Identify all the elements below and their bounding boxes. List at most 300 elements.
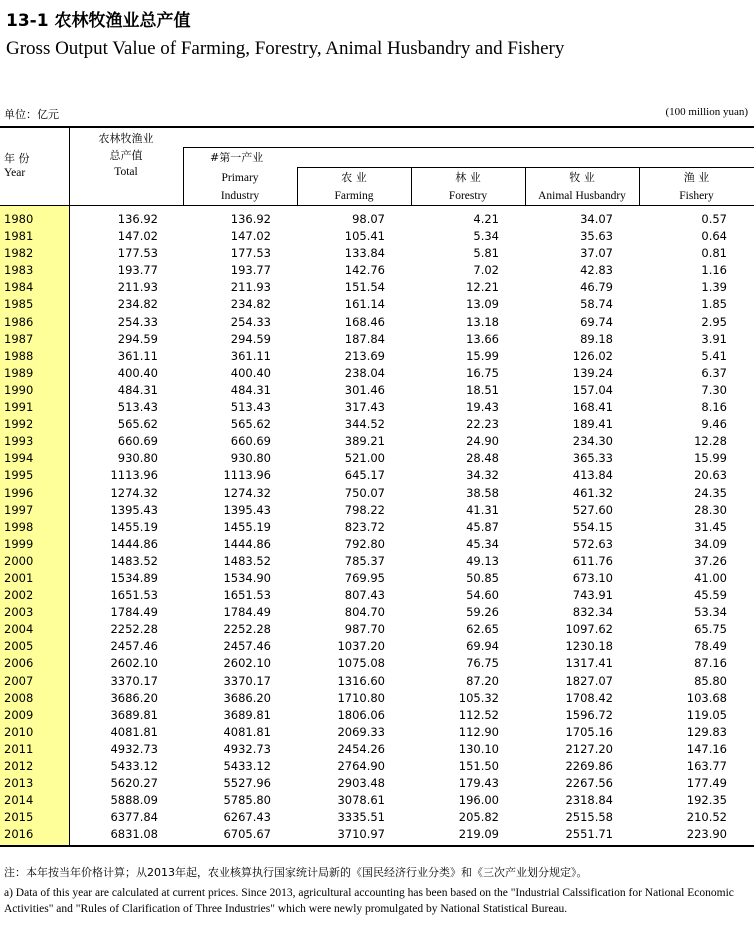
header-primary-en1: Primary <box>221 172 259 184</box>
table-row <box>0 570 754 587</box>
cell-animal-husbandry: 611.76 <box>572 553 613 568</box>
cell-farming: 1075.08 <box>337 656 385 671</box>
cell-primary: 1455.19 <box>223 519 271 534</box>
cell-total: 5888.09 <box>110 793 158 808</box>
cell-animal-husbandry: 2127.20 <box>565 741 613 756</box>
cell-forestry: 45.34 <box>466 536 499 551</box>
cell-primary: 660.69 <box>230 434 271 449</box>
cell-total: 6831.08 <box>110 827 158 842</box>
table-row <box>0 775 754 792</box>
cell-forestry: 196.00 <box>458 793 499 808</box>
cell-farming: 389.21 <box>344 434 385 449</box>
cell-primary: 930.80 <box>230 451 271 466</box>
cell-primary: 4081.81 <box>223 724 271 739</box>
cell-primary: 294.59 <box>230 331 271 346</box>
cell-total: 400.40 <box>117 365 158 380</box>
cell-fishery: 163.77 <box>686 759 727 773</box>
table-row <box>0 262 754 279</box>
cell-fishery: 28.30 <box>694 502 727 517</box>
cell-total: 6377.84 <box>110 810 158 825</box>
cell-farming: 521.00 <box>344 451 385 466</box>
cell-primary: 5785.80 <box>223 793 271 808</box>
cell-animal-husbandry: 2551.71 <box>565 827 613 842</box>
cell-forestry: 54.60 <box>466 588 499 603</box>
cell-total: 1455.19 <box>110 519 158 534</box>
header-farming <box>297 171 411 203</box>
cell-fishery: 37.26 <box>694 553 727 568</box>
cell-farming: 2903.48 <box>337 776 385 791</box>
cell-animal-husbandry: 1705.16 <box>565 724 613 739</box>
cell-farming: 785.37 <box>344 553 385 568</box>
footnote-en: a) Data of this year are calculated at current prices. Since 2013, agricultural accounting has been based on the "Industrial Calssification for National Economic Activities" and "Rules of Clarification of Three Industries" which were newly promulgated by National Statistical Bureau. <box>4 887 734 915</box>
cell-animal-husbandry: 527.60 <box>572 502 613 517</box>
cell-farming: 133.84 <box>344 246 385 261</box>
cell-year: 2005 <box>4 639 34 654</box>
cell-year: 1989 <box>4 365 34 380</box>
table-row <box>0 502 754 519</box>
cell-farming: 807.43 <box>344 588 385 603</box>
cell-animal-husbandry: 2269.86 <box>565 759 613 773</box>
table-row <box>0 673 754 690</box>
table-row <box>0 245 754 262</box>
cell-year: 2011 <box>4 741 34 756</box>
header-bottom-rule <box>0 205 754 206</box>
cell-animal-husbandry: 69.74 <box>580 314 613 329</box>
table-row <box>0 211 754 228</box>
table-row <box>0 416 754 433</box>
header-farming-zh: 农 业 <box>341 171 367 184</box>
cell-total: 1113.96 <box>110 468 158 483</box>
cell-animal-husbandry: 35.63 <box>580 229 613 244</box>
cell-total: 1483.52 <box>110 553 158 568</box>
cell-fishery: 87.16 <box>694 656 727 671</box>
cell-year: 2006 <box>4 656 34 671</box>
table-row <box>0 314 754 331</box>
cell-year: 1998 <box>4 519 34 534</box>
cell-primary: 4932.73 <box>223 741 271 756</box>
cell-year: 1990 <box>4 382 34 397</box>
cell-fishery: 0.64 <box>701 229 727 244</box>
cell-year: 2001 <box>4 570 34 585</box>
header-year-en: Year <box>4 167 26 179</box>
cell-total: 1534.89 <box>110 570 158 585</box>
cell-total: 5433.12 <box>110 759 158 773</box>
header-farming-en: Farming <box>334 190 374 202</box>
header-fishery-en: Fishery <box>679 190 714 202</box>
cell-animal-husbandry: 34.07 <box>580 212 613 226</box>
cell-year: 2012 <box>4 759 34 773</box>
cell-animal-husbandry: 1596.72 <box>565 707 613 722</box>
cell-primary: 211.93 <box>230 280 271 295</box>
cell-fishery: 103.68 <box>686 690 727 705</box>
header-animal-zh: 牧 业 <box>569 171 595 184</box>
table-row <box>0 536 754 553</box>
cell-forestry: 5.81 <box>473 246 499 261</box>
cell-fishery: 78.49 <box>694 639 727 654</box>
cell-year: 1982 <box>4 246 34 261</box>
cell-primary: 234.82 <box>230 297 271 312</box>
cell-fishery: 85.80 <box>694 673 727 688</box>
cell-primary: 484.31 <box>230 382 271 397</box>
header-fishery <box>639 171 754 203</box>
cell-primary: 193.77 <box>230 263 271 278</box>
cell-total: 361.11 <box>117 348 158 363</box>
cell-primary: 147.02 <box>230 229 271 244</box>
cell-animal-husbandry: 2515.58 <box>565 810 613 825</box>
cell-total: 193.77 <box>117 263 158 278</box>
cell-total: 147.02 <box>117 229 158 244</box>
cell-farming: 792.80 <box>344 536 385 551</box>
cell-year: 2002 <box>4 588 34 603</box>
cell-year: 2014 <box>4 793 34 808</box>
cell-fishery: 192.35 <box>686 793 727 808</box>
cell-forestry: 34.32 <box>466 468 499 483</box>
cell-farming: 238.04 <box>344 365 385 380</box>
cell-farming: 98.07 <box>352 212 385 226</box>
cell-fishery: 3.91 <box>701 331 727 346</box>
cell-year: 1988 <box>4 348 34 363</box>
cell-fishery: 15.99 <box>694 451 727 466</box>
table-top-rule <box>0 126 754 128</box>
table-row <box>0 741 754 758</box>
table-row <box>0 228 754 245</box>
table-row <box>0 485 754 502</box>
cell-forestry: 22.23 <box>466 417 499 432</box>
table-row <box>0 450 754 467</box>
cell-farming: 213.69 <box>344 348 385 363</box>
cell-year: 1996 <box>4 485 34 500</box>
cell-farming: 317.43 <box>344 400 385 415</box>
cell-total: 2602.10 <box>110 656 158 671</box>
cell-year: 1993 <box>4 434 34 449</box>
cell-total: 3370.17 <box>110 673 158 688</box>
cell-forestry: 5.34 <box>473 229 499 244</box>
cell-primary: 5527.96 <box>223 776 271 791</box>
cell-farming: 1037.20 <box>337 639 385 654</box>
cell-year: 1986 <box>4 314 34 329</box>
cell-animal-husbandry: 234.30 <box>572 434 613 449</box>
cell-forestry: 13.09 <box>466 297 499 312</box>
cell-forestry: 62.65 <box>466 622 499 637</box>
cell-forestry: 112.90 <box>458 724 499 739</box>
table-row <box>0 809 754 826</box>
cell-fishery: 9.46 <box>701 417 727 432</box>
cell-farming: 142.76 <box>344 263 385 278</box>
cell-fishery: 129.83 <box>686 724 727 739</box>
cell-farming: 161.14 <box>344 297 385 312</box>
cell-year: 1987 <box>4 331 34 346</box>
cell-forestry: 38.58 <box>466 485 499 500</box>
cell-forestry: 50.85 <box>466 570 499 585</box>
cell-forestry: 87.20 <box>466 673 499 688</box>
cell-animal-husbandry: 461.32 <box>572 485 613 500</box>
cell-year: 1994 <box>4 451 34 466</box>
cell-animal-husbandry: 126.02 <box>572 348 613 363</box>
cell-primary: 6705.67 <box>223 827 271 842</box>
cell-primary: 136.92 <box>230 212 271 226</box>
cell-fishery: 119.05 <box>686 707 727 722</box>
cell-fishery: 1.85 <box>701 297 727 312</box>
cell-fishery: 210.52 <box>686 810 727 825</box>
cell-primary: 1651.53 <box>223 588 271 603</box>
cell-primary: 177.53 <box>230 246 271 261</box>
page-title-zh: 13-1 农林牧渔业总产值 <box>6 11 191 31</box>
cell-year: 2000 <box>4 553 34 568</box>
table-row <box>0 433 754 450</box>
cell-forestry: 13.66 <box>466 331 499 346</box>
cell-year: 2009 <box>4 707 34 722</box>
cell-total: 660.69 <box>117 434 158 449</box>
footnote-zh: 注：本年按当年价格计算；从2013年起，农业核算执行国家统计局新的《国民经济行业分类》和《三次产业划分规定》。 <box>4 866 588 879</box>
cell-primary: 361.11 <box>230 348 271 363</box>
cell-forestry: 41.31 <box>466 502 499 517</box>
header-fishery-zh: 渔 业 <box>683 171 710 184</box>
cell-animal-husbandry: 832.34 <box>572 605 613 620</box>
header-animal-en: Animal Husbandry <box>538 190 626 202</box>
cell-total: 211.93 <box>117 280 158 295</box>
cell-fishery: 12.28 <box>694 434 727 449</box>
cell-forestry: 219.09 <box>458 827 499 842</box>
cell-year: 2007 <box>4 673 34 688</box>
cell-total: 565.62 <box>117 417 158 432</box>
header-year <box>4 152 30 180</box>
cell-forestry: 13.18 <box>466 314 499 329</box>
cell-year: 2016 <box>4 827 34 842</box>
cell-primary: 400.40 <box>230 365 271 380</box>
table-row <box>0 621 754 638</box>
cell-animal-husbandry: 2267.56 <box>565 776 613 791</box>
cell-total: 4932.73 <box>110 741 158 756</box>
cell-total: 177.53 <box>117 246 158 261</box>
cell-farming: 1710.80 <box>337 690 385 705</box>
table-row <box>0 279 754 296</box>
cell-fishery: 24.35 <box>694 485 727 500</box>
cell-forestry: 45.87 <box>466 519 499 534</box>
cell-fishery: 45.59 <box>694 588 727 603</box>
cell-total: 254.33 <box>117 314 158 329</box>
cell-fishery: 31.45 <box>694 519 727 534</box>
cell-year: 1983 <box>4 263 34 278</box>
cell-total: 234.82 <box>117 297 158 312</box>
cell-farming: 769.95 <box>344 570 385 585</box>
cell-farming: 750.07 <box>344 485 385 500</box>
cell-animal-husbandry: 46.79 <box>580 280 613 295</box>
cell-forestry: 76.75 <box>466 656 499 671</box>
cell-animal-husbandry: 58.74 <box>580 297 613 312</box>
cell-forestry: 28.48 <box>466 451 499 466</box>
cell-animal-husbandry: 673.10 <box>572 570 613 585</box>
cell-animal-husbandry: 1097.62 <box>565 622 613 637</box>
cell-total: 513.43 <box>117 400 158 415</box>
cell-year: 1980 <box>4 212 34 226</box>
header-primary-zh: #第一产业 <box>210 151 264 164</box>
cell-forestry: 49.13 <box>466 553 499 568</box>
cell-animal-husbandry: 157.04 <box>572 382 613 397</box>
cell-farming: 798.22 <box>344 502 385 517</box>
cell-forestry: 179.43 <box>458 776 499 791</box>
cell-fishery: 7.30 <box>701 382 727 397</box>
cell-year: 1992 <box>4 417 34 432</box>
header-animal-husbandry <box>525 171 639 203</box>
cell-primary: 2457.46 <box>223 639 271 654</box>
cell-farming: 344.52 <box>344 417 385 432</box>
header-primary <box>183 171 297 203</box>
cell-farming: 804.70 <box>344 605 385 620</box>
table-row <box>0 399 754 416</box>
cell-total: 3689.81 <box>110 707 158 722</box>
cell-primary: 2602.10 <box>223 656 271 671</box>
cell-fishery: 223.90 <box>686 827 727 842</box>
cell-animal-husbandry: 1827.07 <box>565 673 613 688</box>
table-row <box>0 365 754 382</box>
table-row <box>0 553 754 570</box>
header-forestry-en: Forestry <box>448 190 488 202</box>
cell-year: 2015 <box>4 810 34 825</box>
cell-fishery: 2.95 <box>701 314 727 329</box>
table-row <box>0 758 754 775</box>
cell-fishery: 0.81 <box>701 246 727 261</box>
cell-total: 294.59 <box>117 331 158 346</box>
table-row <box>0 296 754 313</box>
cell-animal-husbandry: 413.84 <box>572 468 613 483</box>
cell-total: 1444.86 <box>110 536 158 551</box>
cell-total: 3686.20 <box>110 690 158 705</box>
cell-year: 2008 <box>4 690 34 705</box>
cell-forestry: 15.99 <box>466 348 499 363</box>
cell-total: 930.80 <box>117 451 158 466</box>
cell-forestry: 19.43 <box>466 400 499 415</box>
table-row <box>0 655 754 672</box>
cell-farming: 168.46 <box>344 314 385 329</box>
cell-fishery: 6.37 <box>701 365 727 380</box>
cell-animal-husbandry: 1317.41 <box>565 656 613 671</box>
cell-fishery: 177.49 <box>686 776 727 791</box>
cell-primary: 3689.81 <box>223 707 271 722</box>
unit-label-zh: 单位：亿元 <box>4 108 59 121</box>
cell-total: 1274.32 <box>110 485 158 500</box>
cell-fishery: 41.00 <box>694 570 727 585</box>
header-total-zh1: 农林牧渔业 <box>98 132 154 145</box>
cell-farming: 3710.97 <box>337 827 385 842</box>
cell-forestry: 7.02 <box>473 263 499 278</box>
cell-farming: 301.46 <box>344 382 385 397</box>
cell-total: 5620.27 <box>110 776 158 791</box>
table-row <box>0 467 754 484</box>
cell-animal-husbandry: 42.83 <box>580 263 613 278</box>
cell-fishery: 20.63 <box>694 468 727 483</box>
cell-fishery: 8.16 <box>701 400 727 415</box>
cell-primary: 3370.17 <box>223 673 271 688</box>
cell-forestry: 69.94 <box>466 639 499 654</box>
cell-total: 136.92 <box>117 212 158 226</box>
cell-animal-husbandry: 2318.84 <box>565 793 613 808</box>
unit-label-en: (100 million yuan) <box>665 106 748 118</box>
cell-year: 2010 <box>4 724 34 739</box>
cell-total: 4081.81 <box>110 724 158 739</box>
cell-animal-husbandry: 365.33 <box>572 451 613 466</box>
cell-primary: 6267.43 <box>223 810 271 825</box>
cell-fishery: 34.09 <box>694 536 727 551</box>
header-total-zh2: 总产值 <box>109 149 143 162</box>
cell-forestry: 4.21 <box>473 212 499 226</box>
cell-forestry: 151.50 <box>458 759 499 773</box>
table-bottom-rule <box>0 845 754 847</box>
cell-primary: 565.62 <box>230 417 271 432</box>
cell-year: 1997 <box>4 502 34 517</box>
cell-year: 1985 <box>4 297 34 312</box>
cell-fishery: 5.41 <box>701 348 727 363</box>
cell-animal-husbandry: 89.18 <box>580 331 613 346</box>
cell-farming: 151.54 <box>344 280 385 295</box>
table-row <box>0 587 754 604</box>
cell-fishery: 1.39 <box>701 280 727 295</box>
cell-farming: 105.41 <box>344 229 385 244</box>
cell-total: 2252.28 <box>110 622 158 637</box>
cell-animal-husbandry: 168.41 <box>572 400 613 415</box>
cell-forestry: 12.21 <box>466 280 499 295</box>
cell-total: 2457.46 <box>110 639 158 654</box>
cell-primary: 1534.90 <box>223 570 271 585</box>
header-primary-en2: Industry <box>220 190 260 202</box>
cell-animal-husbandry: 743.91 <box>572 588 613 603</box>
cell-farming: 1316.60 <box>337 673 385 688</box>
cell-farming: 987.70 <box>344 622 385 637</box>
cell-farming: 187.84 <box>344 331 385 346</box>
cell-primary: 2252.28 <box>223 622 271 637</box>
cell-animal-husbandry: 37.07 <box>580 246 613 261</box>
cell-fishery: 65.75 <box>694 622 727 637</box>
table-row <box>0 382 754 399</box>
cell-farming: 2069.33 <box>337 724 385 739</box>
cell-animal-husbandry: 554.15 <box>572 519 613 534</box>
table-row <box>0 604 754 621</box>
cell-year: 2004 <box>4 622 34 637</box>
header-total-en: Total <box>114 166 138 178</box>
cell-primary: 1395.43 <box>223 502 271 517</box>
cell-forestry: 24.90 <box>466 434 499 449</box>
cell-farming: 3078.61 <box>337 793 385 808</box>
cell-farming: 2454.26 <box>337 741 385 756</box>
cell-forestry: 130.10 <box>458 741 499 756</box>
cell-total: 1784.49 <box>110 605 158 620</box>
cell-primary: 1784.49 <box>223 605 271 620</box>
cell-forestry: 18.51 <box>466 382 499 397</box>
header-total <box>69 132 183 179</box>
table-body <box>0 211 754 843</box>
table-row <box>0 638 754 655</box>
cell-fishery: 1.16 <box>701 263 727 278</box>
cell-forestry: 205.82 <box>458 810 499 825</box>
cell-animal-husbandry: 572.63 <box>572 536 613 551</box>
cell-animal-husbandry: 189.41 <box>572 417 613 432</box>
cell-total: 484.31 <box>117 382 158 397</box>
cell-forestry: 105.32 <box>458 690 499 705</box>
cell-year: 1999 <box>4 536 34 551</box>
cell-fishery: 53.34 <box>694 605 727 620</box>
cell-farming: 3335.51 <box>337 810 385 825</box>
header-forestry-zh: 林 业 <box>455 171 481 184</box>
cell-animal-husbandry: 139.24 <box>572 365 613 380</box>
cell-farming: 1806.06 <box>337 707 385 722</box>
cell-farming: 645.17 <box>344 468 385 483</box>
cell-forestry: 112.52 <box>458 707 499 722</box>
cell-year: 1981 <box>4 229 34 244</box>
cell-primary: 1483.52 <box>223 553 271 568</box>
table-row <box>0 707 754 724</box>
cell-year: 1984 <box>4 280 34 295</box>
cell-primary: 1444.86 <box>223 536 271 551</box>
header-year-zh: 年 份 <box>4 152 30 165</box>
